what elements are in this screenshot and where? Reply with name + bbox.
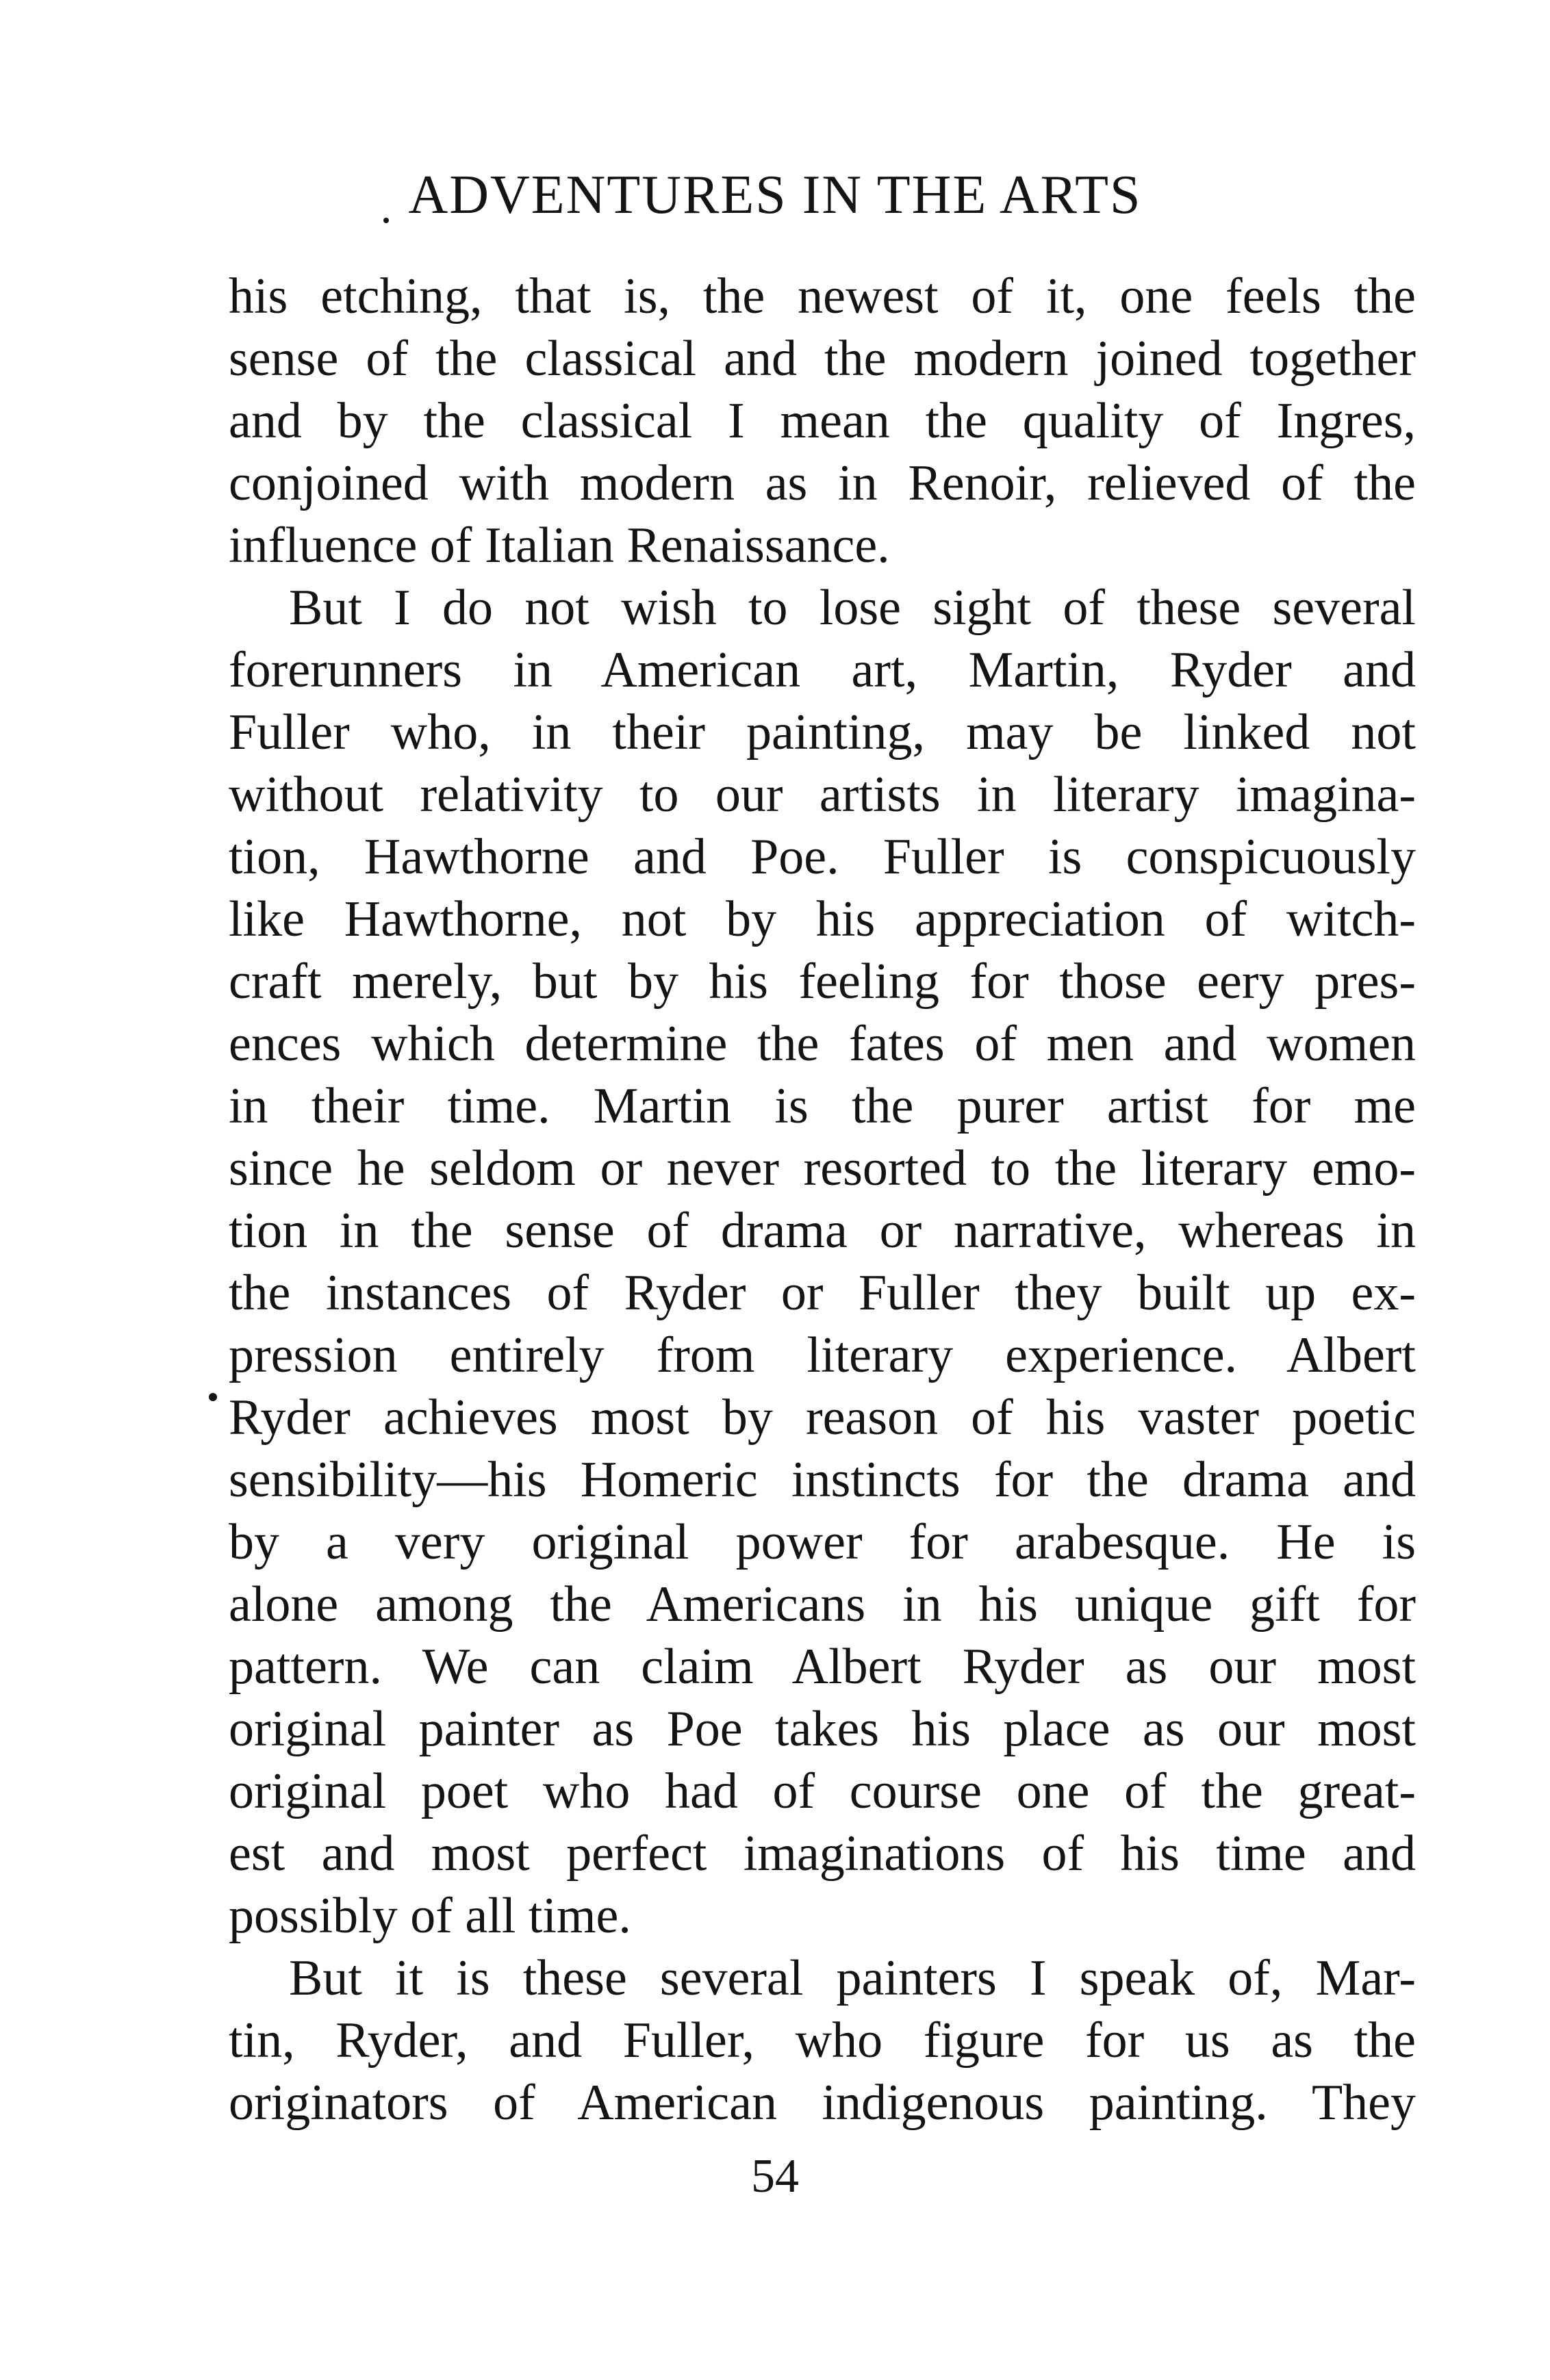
text-line-content: since he seldom or never resorted to the literary emo- (229, 1140, 1416, 1197)
text-line-content: craft merely, but by his feeling for those eery pres- (229, 954, 1416, 1010)
text-line-content: Fuller who, in their painting, may be linked not (229, 704, 1416, 760)
text-line (229, 1013, 1416, 1075)
text-line-content: Ryder achieves most by reason of his vaster poetic (229, 1390, 1416, 1446)
text-line-content: alone among the Americans in his unique gift for (229, 1576, 1416, 1633)
text-line-content: tion, Hawthorne and Poe. Fuller is conspicuously (229, 829, 1416, 885)
text-line (229, 888, 1416, 951)
text-line-content: without relativity to our artists in literary imagina- (229, 767, 1416, 823)
text-line-content: But it is these several painters I speak of, Mar- (289, 1950, 1416, 2006)
text-line-content: and by the classical I mean the quality of Ingres, (229, 393, 1416, 449)
text-line (229, 1511, 1416, 1574)
text-line-content: tion in the sense of drama or narrative, whereas in (229, 1203, 1416, 1259)
text-line (229, 1698, 1416, 1761)
text-line-content: pattern. We can claim Albert Ryder as our most (229, 1639, 1416, 1695)
text-line (229, 1761, 1416, 1823)
margin-mark (209, 1393, 217, 1401)
text-line-content: tin, Ryder, and Fuller, who figure for us as the (229, 2012, 1416, 2069)
text-line-content: conjoined with modern as in Renoir, relieved of the (229, 455, 1416, 511)
text-line (229, 1947, 1416, 2010)
text-line-content: by a very original power for arabesque. He is (229, 1514, 1416, 1570)
text-line (229, 452, 1416, 515)
text-line (229, 1574, 1416, 1636)
text-line (229, 951, 1416, 1013)
text-line (229, 1636, 1416, 1698)
text-line (229, 1387, 1416, 1449)
running-head: ADVENTURES IN THE ARTS (408, 165, 1142, 225)
text-line (229, 577, 1416, 639)
text-line (229, 1823, 1416, 1885)
page-number: 54 (751, 2150, 799, 2203)
text-line (229, 1885, 1416, 1947)
text-line-content: original painter as Poe takes his place as our most (229, 1701, 1416, 1757)
text-line (229, 1200, 1416, 1262)
text-line-content: sense of the classical and the modern joined together (229, 331, 1416, 387)
text-line (229, 266, 1416, 328)
text-line-content: pression entirely from literary experience. Albert (229, 1327, 1416, 1383)
text-line (229, 1262, 1416, 1325)
text-line (229, 702, 1416, 764)
text-line-content: But I do not wish to lose sight of these several (289, 580, 1416, 636)
text-line-content: ences which determine the fates of men and women (229, 1016, 1416, 1072)
text-line (229, 390, 1416, 452)
text-line (229, 1325, 1416, 1387)
text-line (229, 639, 1416, 702)
text-line (229, 515, 1416, 577)
text-line-content: original poet who had of course one of the great- (229, 1763, 1416, 1819)
body-text (229, 266, 1416, 2134)
text-line-content: possibly of all time. (229, 1888, 631, 1944)
text-line (229, 2010, 1416, 2072)
text-line-content: forerunners in American art, Martin, Ryder and (229, 642, 1416, 698)
text-line-content: in their time. Martin is the purer artist for me (229, 1078, 1416, 1134)
text-line-content: like Hawthorne, not by his appreciation of witch- (229, 891, 1416, 947)
text-line (229, 1075, 1416, 1138)
text-line (229, 2072, 1416, 2134)
text-line-content: sensibility—his Homeric instincts for the drama and (229, 1452, 1416, 1508)
text-line-content: influence of Italian Renaissance. (229, 517, 890, 574)
text-line-content: the instances of Ryder or Fuller they built up ex- (229, 1265, 1416, 1321)
text-line (229, 826, 1416, 888)
text-line-content: originators of American indigenous painting. They (229, 2075, 1416, 2131)
text-line (229, 328, 1416, 390)
text-line (229, 764, 1416, 826)
text-line-content: his etching, that is, the newest of it, one feels the (229, 268, 1416, 324)
text-line-content: est and most perfect imaginations of his time and (229, 1826, 1416, 1882)
text-line (229, 1449, 1416, 1511)
text-line (229, 1138, 1416, 1200)
